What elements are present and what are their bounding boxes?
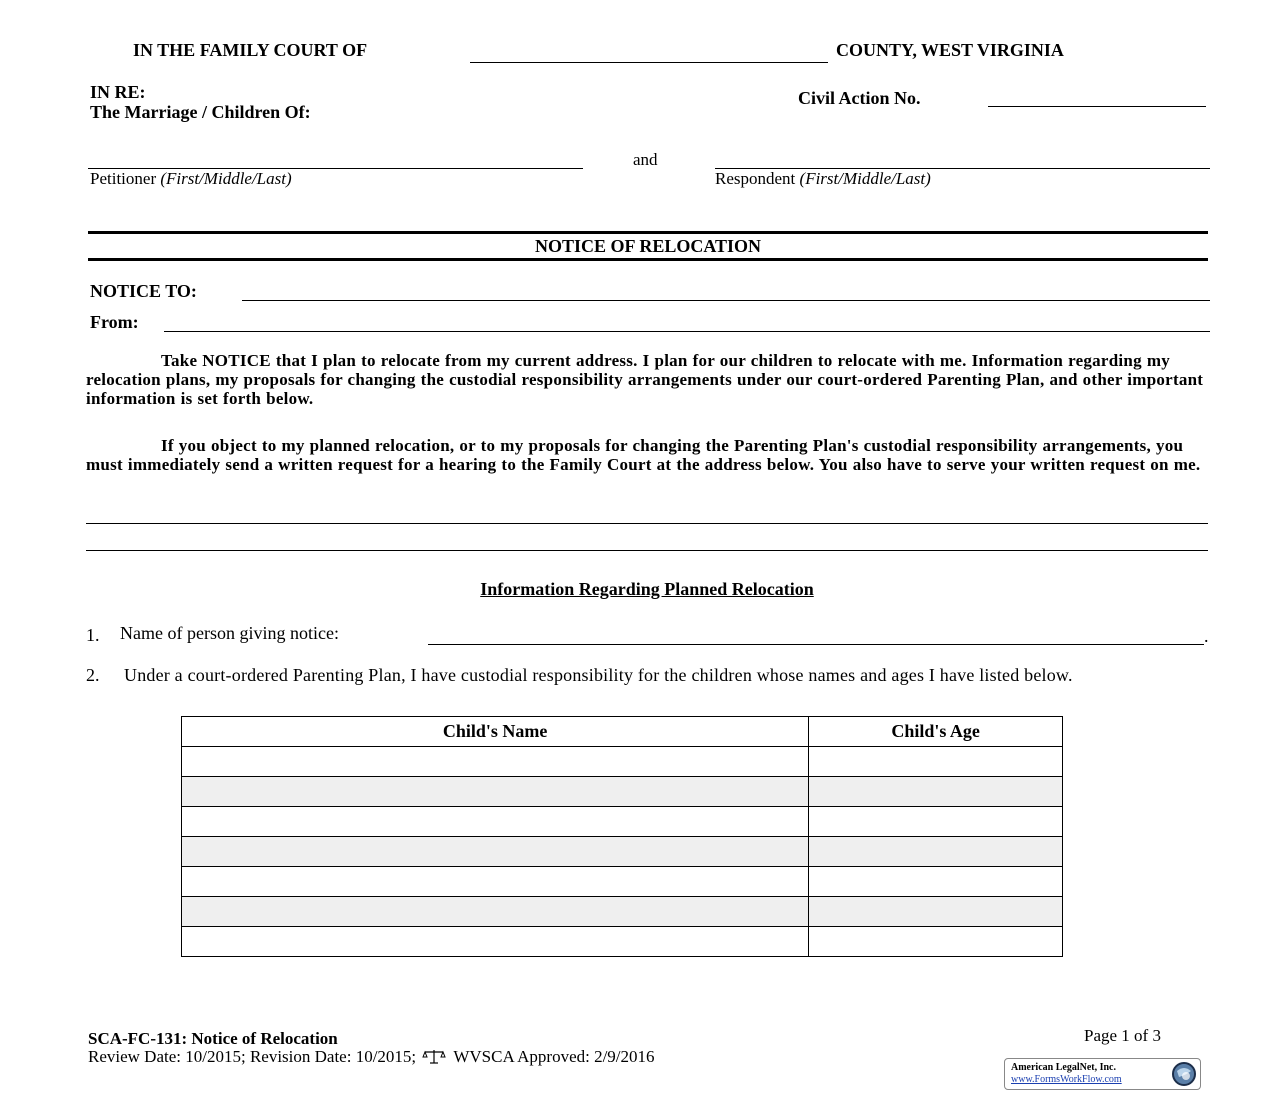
approved-text: WVSCA Approved: 2/9/2016 xyxy=(453,1047,655,1066)
child-name-cell[interactable] xyxy=(182,867,809,897)
col-child-name: Child's Name xyxy=(182,717,809,747)
person-giving-notice-field[interactable] xyxy=(428,626,1204,645)
respondent-field[interactable] xyxy=(715,150,1210,169)
child-age-cell[interactable] xyxy=(809,927,1063,957)
section-title: Information Regarding Planned Relocation xyxy=(480,579,814,599)
child-name-cell[interactable] xyxy=(182,807,809,837)
american-legalnet-logo[interactable] xyxy=(1004,1058,1201,1090)
county-field[interactable] xyxy=(470,44,828,63)
civil-action-field[interactable] xyxy=(988,88,1206,107)
table-row xyxy=(182,777,1063,807)
logo-company: American LegalNet, Inc. xyxy=(1011,1062,1116,1073)
in-re-label: IN RE: xyxy=(90,82,146,102)
logo-url[interactable]: www.FormsWorkFlow.com xyxy=(1011,1074,1122,1085)
marriage-children-label: The Marriage / Children Of: xyxy=(90,102,311,122)
child-name-cell[interactable] xyxy=(182,747,809,777)
court-prefix: IN THE FAMILY COURT OF xyxy=(133,40,368,60)
child-age-cell[interactable] xyxy=(809,837,1063,867)
child-age-cell[interactable] xyxy=(809,897,1063,927)
notice-paragraph-2-text: If you object to my planned relocation, or to my proposals for changing the Parenting Plan's custodial responsibility arrangements, you must immediately send a written request for a hearing to the Family Court at the address below. You also have to serve your written request on me. xyxy=(86,436,1201,474)
child-name-cell[interactable] xyxy=(182,777,809,807)
page-number: Page 1 of 3 xyxy=(1084,1026,1161,1045)
and-label: and xyxy=(633,150,658,169)
respondent-hint: (First/Middle/Last) xyxy=(799,169,931,188)
globe-logo-icon xyxy=(1171,1061,1197,1092)
col-child-age: Child's Age xyxy=(809,717,1063,747)
title-rule-top xyxy=(88,231,1208,234)
petitioner-field[interactable] xyxy=(88,150,583,169)
item-1-text: Name of person giving notice: xyxy=(120,623,339,643)
item-2-number: 2. xyxy=(86,665,100,685)
child-age-cell[interactable] xyxy=(809,867,1063,897)
petitioner-caption xyxy=(90,169,292,189)
form-id: SCA-FC-131: Notice of Relocation xyxy=(88,1029,338,1048)
civil-action-label: Civil Action No. xyxy=(798,88,921,108)
from-label: From: xyxy=(90,312,139,332)
table-row xyxy=(182,807,1063,837)
table-row xyxy=(182,747,1063,777)
table-header-row xyxy=(182,717,1063,747)
review-text: Review Date: 10/2015; Revision Date: 10/2015; xyxy=(88,1047,417,1066)
children-table xyxy=(181,716,1063,957)
notice-paragraph-1-text: Take NOTICE that I plan to relocate from my current address. I plan for our children to relocate with me. Information regarding my relocation plans, my proposals for changing the custodial responsibility arrangements under our court-ordered Parenting Plan, and other important information is set forth below. xyxy=(86,351,1204,408)
item-1-number: 1. xyxy=(86,625,100,645)
review-line xyxy=(88,1047,655,1069)
respondent-label: Respondent xyxy=(715,169,796,188)
notice-paragraph-1 xyxy=(86,351,1211,408)
title-rule-bottom xyxy=(88,258,1208,261)
court-suffix: COUNTY, WEST VIRGINIA xyxy=(836,40,1064,60)
table-row xyxy=(182,867,1063,897)
table-row xyxy=(182,837,1063,867)
child-name-cell[interactable] xyxy=(182,897,809,927)
child-age-cell[interactable] xyxy=(809,807,1063,837)
child-age-cell[interactable] xyxy=(809,747,1063,777)
child-age-cell[interactable] xyxy=(809,777,1063,807)
item-2-text: Under a court-ordered Parenting Plan, I have custodial responsibility for the children whose names and ages I have listed below. xyxy=(124,665,1073,685)
item-1-period: . xyxy=(1204,626,1209,646)
table-row xyxy=(182,897,1063,927)
child-name-cell[interactable] xyxy=(182,837,809,867)
notice-paragraph-2 xyxy=(86,436,1211,474)
table-row xyxy=(182,927,1063,957)
child-name-cell[interactable] xyxy=(182,927,809,957)
petitioner-label: Petitioner xyxy=(90,169,157,188)
page-title: NOTICE OF RELOCATION xyxy=(534,236,762,256)
court-address-field-2[interactable] xyxy=(86,532,1208,551)
respondent-caption xyxy=(715,169,931,189)
notice-to-label: NOTICE TO: xyxy=(90,281,197,301)
court-address-field-1[interactable] xyxy=(86,505,1208,524)
from-field[interactable] xyxy=(164,313,1210,332)
scales-icon xyxy=(422,1048,446,1069)
notice-to-field[interactable] xyxy=(242,282,1210,301)
petitioner-hint: (First/Middle/Last) xyxy=(160,169,292,188)
